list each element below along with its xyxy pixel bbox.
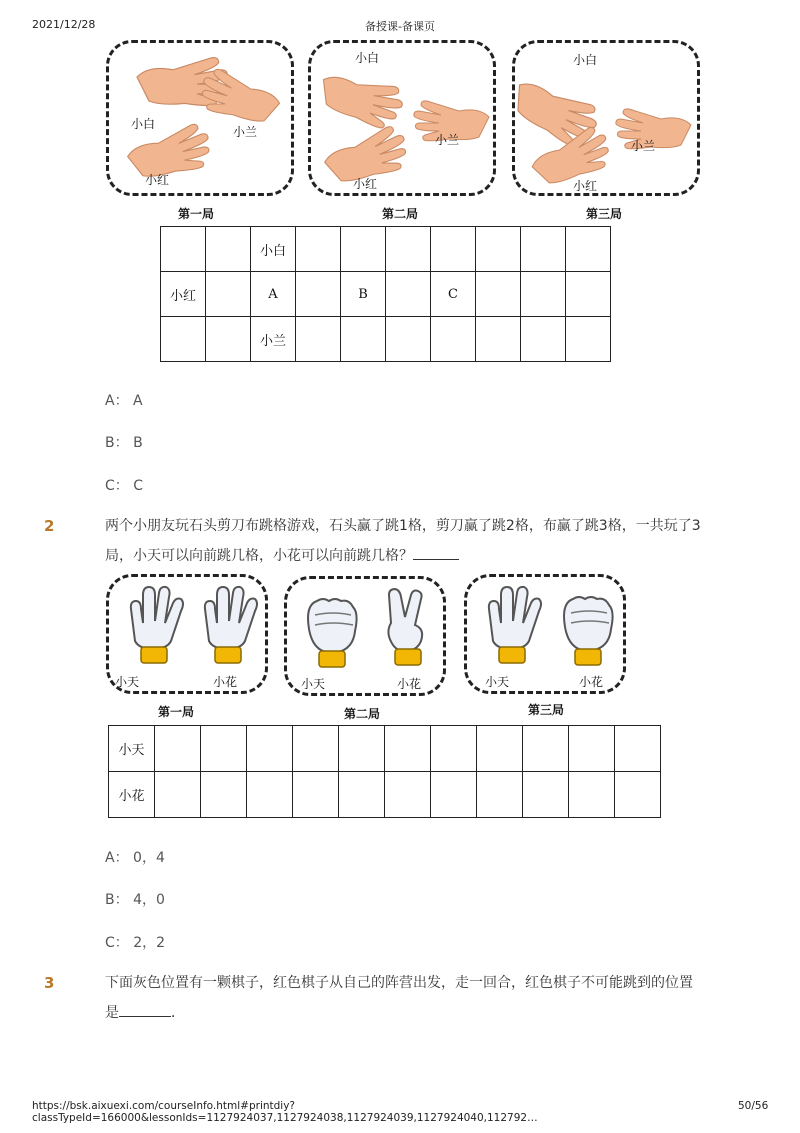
- q1-grid-cell: [476, 317, 521, 362]
- q2-option-c-value: 2，2: [133, 935, 166, 951]
- q2-grid-row: [109, 772, 661, 818]
- q2-grid-cell: [201, 772, 247, 818]
- q1-round-1-caption: 第一局: [178, 207, 215, 221]
- header-title: 备授课-备课页: [365, 20, 435, 33]
- q2-text-line2-wrap: [105, 541, 735, 571]
- footer-page: 50/56: [738, 1100, 769, 1112]
- q1-r1-label-c: 小红: [145, 173, 170, 187]
- q1-grid-cell: [431, 317, 476, 362]
- q1-r3-label-a: 小白: [573, 53, 598, 67]
- q1-grid-cell: [206, 272, 251, 317]
- q1-r3-label-b: 小兰: [631, 139, 656, 153]
- q2-answer-blank[interactable]: [413, 545, 459, 560]
- q1-grid-cell: 小红: [161, 272, 206, 317]
- q2-option-b-key: B：: [105, 892, 129, 908]
- header-date: 2021/12/28: [32, 18, 96, 31]
- q2-grid-cell: [339, 772, 385, 818]
- q2-grid-cell: [247, 772, 293, 818]
- q2-grid-cell: [569, 772, 615, 818]
- q1-round-3-panel: [512, 40, 700, 196]
- q2-option-a-key: A：: [105, 850, 129, 866]
- q1-grid-cell: [341, 227, 386, 272]
- q1-r2-label-b: 小兰: [435, 133, 460, 147]
- q2-grid-cell: [155, 726, 201, 772]
- q2-round-1-gloves: [109, 583, 265, 673]
- q1-grid-cell: [431, 227, 476, 272]
- q2-grid-row: [109, 726, 661, 772]
- q2-option-a[interactable]: [105, 847, 165, 867]
- q3-text-line2-suffix: ．: [171, 1005, 185, 1021]
- q1-grid-cell: [341, 317, 386, 362]
- q2-r2-label-b: 小花: [397, 677, 422, 691]
- q2-option-b[interactable]: [105, 889, 165, 909]
- q1-grid-cell: [161, 317, 206, 362]
- q2-text-line1: 两个小朋友玩石头剪刀布跳格游戏，石头赢了跳1格，剪刀赢了跳2格，布赢了跳3格，一共玩了3: [105, 518, 701, 534]
- q1-option-c-value: C: [133, 478, 144, 494]
- q2-grid-row-label: 小花: [109, 772, 155, 818]
- q2-r2-label-a: 小天: [301, 677, 326, 691]
- q3-number: 3: [44, 974, 55, 992]
- q1-option-c[interactable]: [105, 475, 143, 495]
- q2-grid-cell: [293, 726, 339, 772]
- q1-grid-cell: B: [341, 272, 386, 317]
- q1-round-1-panel: [106, 40, 294, 196]
- q2-grid-cell: [431, 772, 477, 818]
- q2-round-2-gloves: [287, 585, 443, 675]
- q2-option-c-key: C：: [105, 935, 129, 951]
- q2-r1-label-a: 小天: [115, 675, 140, 689]
- q2-grid-cell: [477, 726, 523, 772]
- q3-text-line2-prefix: 是: [105, 1005, 119, 1021]
- q2-text-line2: 局，小天可以向前跳几格，小花可以向前跳几格？: [105, 548, 413, 564]
- q1-grid-cell: [386, 227, 431, 272]
- q1-round-2-caption: 第二局: [382, 207, 419, 221]
- footer-url[interactable]: https://bsk.aixuexi.com/courseInfo.html#printdiy?classTypeId=166000&lessonIds=1127924037,1127924038,1127924039,1127924040,112792…: [32, 1100, 538, 1124]
- q3-text-line1: 下面灰色位置有一颗棋子，红色棋子从自己的阵营出发，走一回合，红色棋子不可能跳到的位置: [105, 975, 693, 991]
- q2-grid-cell: [523, 726, 569, 772]
- q2-r1-label-b: 小花: [213, 675, 238, 689]
- q1-grid-row: [161, 272, 611, 317]
- q1-grid-cell: [476, 227, 521, 272]
- q1-grid-cell: [476, 272, 521, 317]
- q2-grid-cell: [201, 726, 247, 772]
- q1-r1-label-b: 小兰: [233, 125, 258, 139]
- q1-option-a-key: A：: [105, 393, 129, 409]
- q1-grid-cell: [206, 317, 251, 362]
- q1-r3-label-c: 小红: [573, 179, 598, 193]
- q2-round-1-panel: [106, 574, 268, 694]
- q1-grid-cell: [566, 272, 611, 317]
- q1-grid-cell: 小兰: [251, 317, 296, 362]
- q2-grid-cell: [431, 726, 477, 772]
- q1-grid-cell: C: [431, 272, 476, 317]
- q1-grid-cell: [296, 272, 341, 317]
- q2-grid-cell: [293, 772, 339, 818]
- q1-grid-cell: [521, 272, 566, 317]
- q2-option-a-value: 0，4: [133, 850, 165, 866]
- q1-option-b-key: B：: [105, 435, 129, 451]
- q1-grid-cell: [521, 227, 566, 272]
- q1-grid-cell: [566, 317, 611, 362]
- q2-round-3-panel: [464, 574, 626, 694]
- q2-round-2-panel: [284, 576, 446, 696]
- q1-r2-label-c: 小红: [353, 177, 378, 191]
- q1-grid-row: [161, 317, 611, 362]
- q2-grid-cell: [523, 772, 569, 818]
- q2-round-3-caption: 第三局: [528, 703, 565, 717]
- q2-option-c[interactable]: [105, 932, 165, 952]
- q1-grid-cell: [206, 227, 251, 272]
- q1-option-c-key: C：: [105, 478, 129, 494]
- q1-grid-cell: 小白: [251, 227, 296, 272]
- q2-grid-cell: [385, 726, 431, 772]
- q1-grid-cell: [386, 272, 431, 317]
- q1-grid-cell: A: [251, 272, 296, 317]
- q1-grid-cell: [296, 227, 341, 272]
- q2-round-2-caption: 第二局: [344, 707, 381, 721]
- q2-grid-cell: [569, 726, 615, 772]
- q1-round-3-caption: 第三局: [586, 207, 623, 221]
- q2-grid-cell: [155, 772, 201, 818]
- q1-grid: [160, 226, 611, 362]
- q2-grid-cell: [247, 726, 293, 772]
- q2-text: [105, 511, 735, 571]
- q1-option-b-value: B: [133, 435, 143, 451]
- q3-text-line2-wrap: [105, 998, 735, 1028]
- q1-option-a-value: A: [133, 393, 143, 409]
- q2-grid-cell: [385, 772, 431, 818]
- q1-round-2-hands: [311, 43, 493, 193]
- q1-round-2-panel: [308, 40, 496, 196]
- q2-grid-cell: [615, 726, 661, 772]
- q2-grid-row-label: 小天: [109, 726, 155, 772]
- q1-round-3-hands: [515, 43, 697, 193]
- q1-grid-cell: [386, 317, 431, 362]
- q1-r1-label-a: 小白: [131, 117, 156, 131]
- q1-grid-cell: [161, 227, 206, 272]
- q1-grid-cell: [521, 317, 566, 362]
- q2-option-b-value: 4，0: [133, 892, 165, 908]
- q2-r3-label-b: 小花: [579, 675, 604, 689]
- q1-grid-cell: [566, 227, 611, 272]
- q2-grid-cell: [477, 772, 523, 818]
- q3-answer-blank[interactable]: [119, 1002, 171, 1017]
- q1-grid-row: [161, 227, 611, 272]
- q1-option-b[interactable]: [105, 432, 143, 452]
- q2-round-3-gloves: [467, 583, 623, 673]
- q1-r2-label-a: 小白: [355, 51, 380, 65]
- q2-round-1-caption: 第一局: [158, 705, 195, 719]
- q2-number: 2: [44, 517, 55, 535]
- q3-text: [105, 968, 735, 1028]
- q2-grid: [108, 725, 661, 818]
- q2-grid-cell: [339, 726, 385, 772]
- q1-option-a[interactable]: [105, 390, 143, 410]
- q2-grid-cell: [615, 772, 661, 818]
- q1-grid-cell: [296, 317, 341, 362]
- q2-r3-label-a: 小天: [485, 675, 510, 689]
